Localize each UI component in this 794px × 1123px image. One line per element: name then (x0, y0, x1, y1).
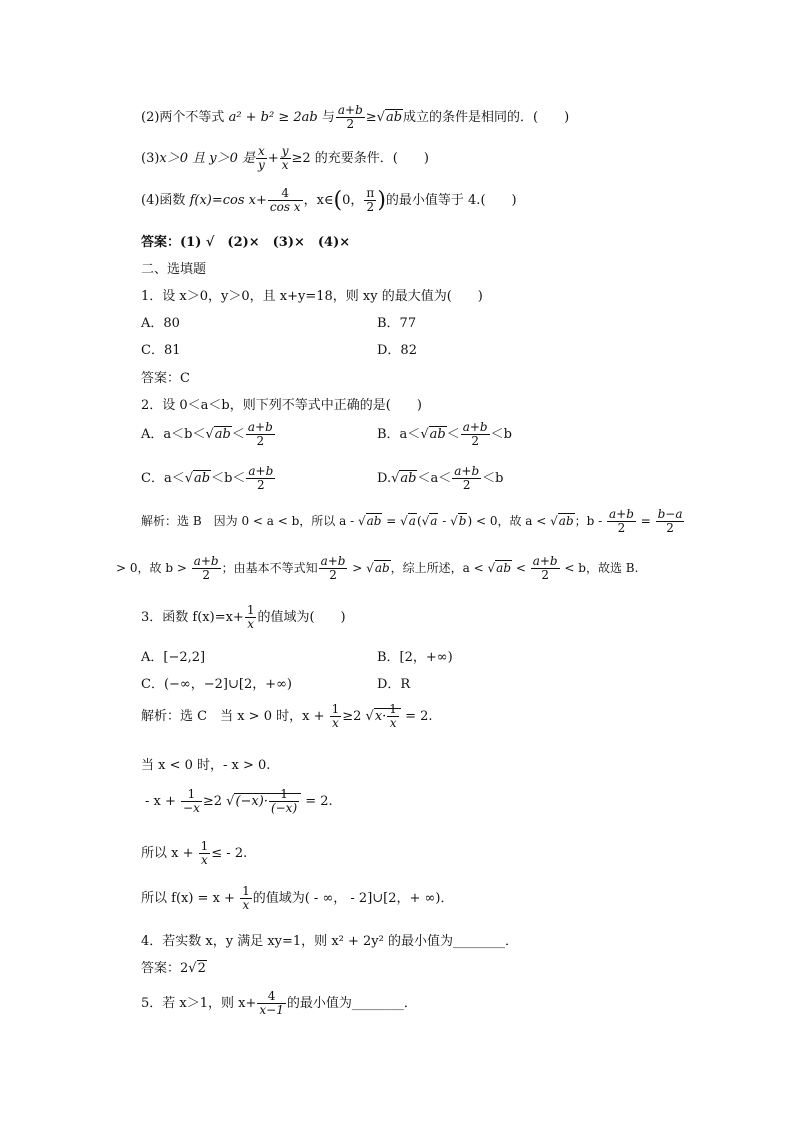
p1-option-d: D．82 (377, 343, 417, 358)
q2-mid: 与 (317, 110, 335, 125)
q4-frac: $\frac{4}{\text{cos x}}$ (269, 186, 301, 214)
q3-plus: + (267, 151, 279, 166)
q3-cond: x＞0 且 y＞0 是 (159, 151, 256, 166)
judge-answer: 答案：(1) √ (2)× (3)× (4)× (141, 235, 351, 250)
q4-tail: 的最小值等于 4.( ) (385, 193, 517, 208)
q3-frac1: $\frac{x}{y}$ (258, 144, 265, 172)
p3-solution-5: 所以 f(x) = x + $\frac{1}{x}$ 的值域为( - ∞， - 2]∪[2，+ ∞)． (141, 884, 454, 912)
p1-option-b: B．77 (377, 316, 417, 331)
p4-stem: 4．若实数 x，y 满足 xy=1，则 x² + 2y² 的最小值为________． (141, 934, 518, 949)
q4-expr: f(x)=cos x+ (189, 193, 267, 208)
q2-expr: a² + b² ≥ 2ab (228, 110, 318, 125)
p3-option-a: A．[−2,2] (141, 650, 206, 665)
p4-answer: 答案：2√2 (141, 961, 206, 976)
q4-pi-frac: $\frac{\pi}{2}$ (366, 186, 375, 214)
p2-option-d: D.√ab＜a＜ $\frac{a+b}{2}$ ＜b (377, 464, 504, 492)
q2-label: (2)两个不等式 (141, 110, 229, 125)
p1-option-c: C．81 (141, 343, 181, 358)
p3-solution-1: 解析：选 C 当 x > 0 时，x + $\frac{1}{x}$ ≥2 √x· $\frac{1}{x}$ = 2. (141, 702, 433, 730)
p3-solution-3: - x + $\frac{1}{-x}$ ≥2 √(−x)· $\frac{1}{(-x)}$ = 2. (145, 787, 333, 815)
p5-stem: 5．若 x＞1，则 x+ $\frac{4}{x-1}$ 的最小值为________． (141, 989, 417, 1017)
q2-tail: 成立的条件是相同的．( ) (403, 110, 570, 125)
p1-stem: 1．设 x＞0，y＞0，且 x+y=18，则 xy 的最大值为( ) (141, 289, 483, 304)
p3-solution-4: 所以 x + $\frac{1}{x}$ ≤ - 2. (141, 839, 248, 867)
q3-label: (3) (141, 151, 160, 166)
q4-interval-start: 0， (342, 193, 364, 208)
p2-stem: 2．设 0＜a＜b，则下列不等式中正确的是( ) (141, 398, 422, 413)
p3-solution-2: 当 x < 0 时，- x > 0. (141, 758, 271, 773)
q2-frac: $\frac{a+b}{2}$ (337, 103, 363, 131)
q2-rad: ab (385, 110, 403, 125)
judge-q3 (141, 145, 429, 172)
p2-option-c: C．a＜√ab＜b＜ $\frac{a+b}{2}$ (141, 464, 274, 492)
judge-q2: (2)两个不等式 a² + b² ≥ 2ab 与 $\frac{a+b}{2}$ ≥√ab成立的条件是相同的．( ) (141, 103, 570, 131)
section-title: 二、选填题 (141, 262, 207, 277)
q3-frac2: $\frac{y}{x}$ (281, 144, 289, 172)
p3-option-b: B．[2，+∞) (377, 650, 453, 665)
judge-q4: (4)函数 f(x)=cos x+ $\frac{4}{\text{cos x}}$ ，x∈(0， $\frac{\pi}{2}$ )的最小值等于 4.( ) (141, 186, 517, 214)
q3-tail: ≥2 的充要条件．( ) (291, 151, 429, 166)
p2-option-a: A．a＜b＜√ab＜ $\frac{a+b}{2}$ (141, 420, 273, 448)
q4-mid: ，x∈ (303, 193, 334, 208)
p3-stem: 3．函数 f(x)=x+ $\frac{1}{x}$ 的值域为( ) (141, 603, 346, 631)
p2-option-b: B．a＜√ab＜ $\frac{a+b}{2}$ ＜b (377, 420, 512, 448)
p2-solution-line2: > 0，故 b > $\frac{a+b}{2}$ ；由基本不等式知 $\frac{a+b}{2}$ > √ab，综上所述，a < √ab < $\frac{a+b}{2}$ < b，故选 B. (116, 554, 639, 582)
p3-option-c: C．(−∞，−2]∪[2，+∞) (141, 677, 293, 692)
p1-option-a: A．80 (141, 316, 180, 331)
p1-answer: 答案：C (141, 371, 190, 386)
p3-option-d: D．R (377, 677, 411, 692)
p2-solution-line1: 解析：选 B 因为 0 < a < b，所以 a - √ab = √a(√a - √b) < 0，故 a < √ab；b - $\frac{a+b}{2}$ = $\frac{b-a}{2}$ (141, 507, 683, 535)
q4-label: (4)函数 (141, 193, 190, 208)
q2-rel: ≥ (365, 110, 377, 125)
